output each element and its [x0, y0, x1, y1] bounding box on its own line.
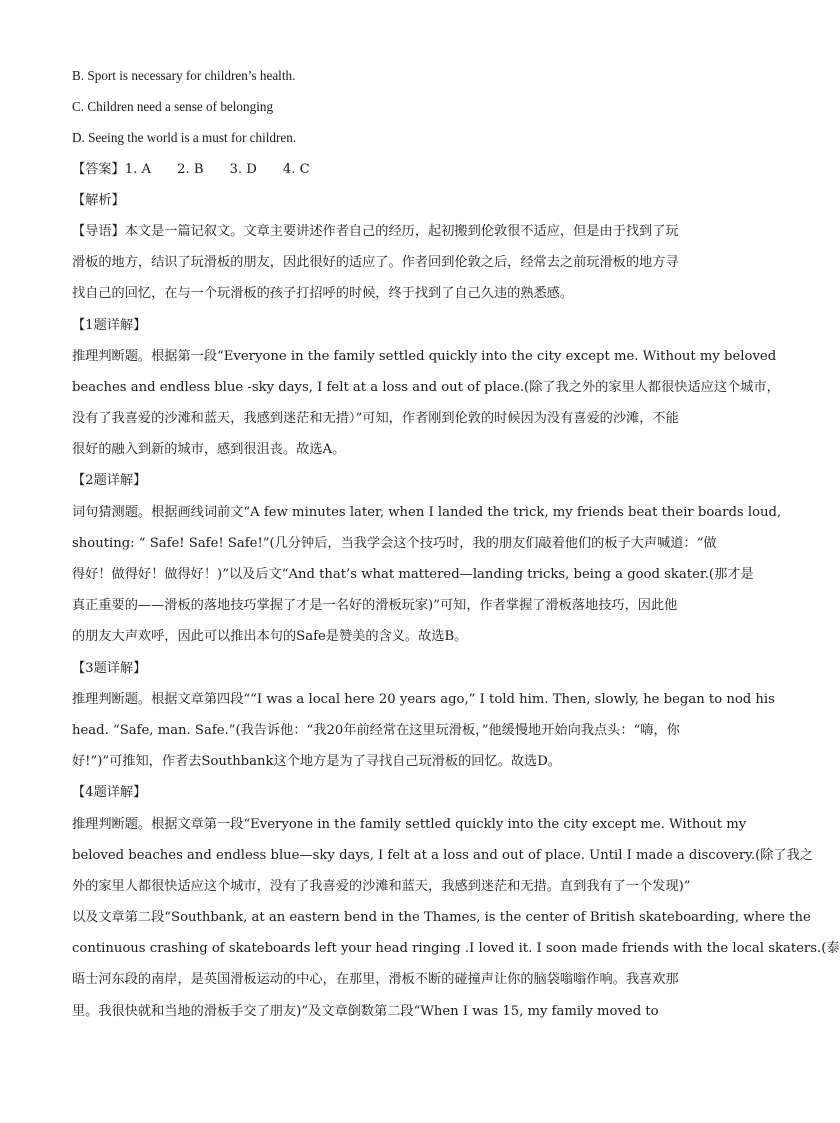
q4-paragraph-line: 里。我很快就和当地的滑板手交了朋友)”及文章倒数第二段“When I was 15, my family moved to [72, 1003, 659, 1019]
answer-item: 1. A [124, 161, 152, 177]
q2-paragraph-line: 的朋友大声欢呼，因此可以推出本句的Safe是赞美的含义。故选B。 [72, 629, 468, 645]
intro-paragraph-line: 找自己的回忆，在与一个玩滑板的孩子打招呼的时候，终于找到了自己久违的熟悉感。 [72, 286, 574, 302]
q3-paragraph-line: 推理判断题。根据文章第四段““I was a local here 20 years ago,” I told him. Then, slowly, he began to nod his [72, 691, 775, 707]
answer-item: 3. D [229, 161, 257, 177]
q4-paragraph-line: 以及文章第二段“Southbank, at an eastern bend in the Thames, is the center of British skateboarding, where the [72, 910, 811, 926]
document-page [72, 60, 840, 1027]
q1-paragraph-line: 推理判断题。根据第一段“Everyone in the family settled quickly into the city except me. Without my beloved [72, 348, 777, 364]
q2-paragraph-line: 得好！做得好！做得好！)”以及后文“And that’s what mattered—landing tricks, being a good skater.(那才是 [72, 567, 754, 582]
q2-paragraph-line: 词句猜测题。根据画线词前文“A few minutes later, when I landed the trick, my friends beat their boards loud, [72, 504, 782, 520]
q3-paragraph-line: head. “Safe, man. Safe.”(我告诉他：“我20年前经常在这里玩滑板，”他缓慢地开始向我点头：“嗨，你 [72, 722, 680, 738]
answer-line [72, 154, 722, 185]
option-d: D. Seeing the world is a must for children. [72, 130, 297, 146]
analysis-heading: 【解析】 [72, 192, 125, 208]
q2-paragraph-line: shouting: “ Safe! Safe! Safe!”(几分钟后，当我学会这个技巧时，我的朋友们敲着他们的板子大声喊道：“做 [72, 535, 717, 551]
intro-paragraph-line: 【导语】本文是一篇记叙文。文章主要讲述作者自己的经历，起初搬到伦敦很不适应，但是由于找到了玩 [72, 223, 679, 239]
intro-paragraph-line: 滑板的地方，结识了玩滑板的朋友，因此很好的适应了。作者回到伦敦之后，经常去之前玩滑板的地方寻 [72, 255, 679, 271]
q1-heading: 【1题详解】 [72, 317, 147, 333]
answer-label: 【答案】 [72, 161, 125, 177]
q3-heading: 【3题详解】 [72, 660, 147, 676]
q3-paragraph-line: 好!”)”可推知，作者去Southbank这个地方是为了寻找自己玩滑板的回忆。故选D。 [72, 754, 561, 770]
q4-paragraph-line: continuous crashing of skateboards left your head ringing .I loved it. I soon made friends with the local skaters.(泰 [72, 941, 840, 957]
q4-paragraph-line: 晤士河东段的南岸，是英国滑板运动的中心，在那里，滑板不断的碰撞声让你的脑袋嗡嗡作响。我喜欢那 [72, 972, 679, 988]
answer-item: 2. B [177, 161, 204, 177]
q2-paragraph-line: 真正重要的——滑板的落地技巧掌握了才是一名好的滑板玩家)”可知，作者掌握了滑板落地技巧，因此他 [72, 598, 678, 614]
q1-paragraph-line: 很好的融入到新的城市，感到很沮丧。故选A。 [72, 442, 346, 458]
q4-heading: 【4题详解】 [72, 785, 147, 801]
option-b: B. Sport is necessary for children’s health. [72, 68, 296, 83]
q4-paragraph-line: 外的家里人都很快适应这个城市，没有了我喜爱的沙滩和蓝天，我感到迷茫和无措。直到我有了一个发现)” [72, 878, 691, 894]
q1-paragraph-line: beaches and endless blue -sky days, I felt at a loss and out of place.(除了我之外的家里人都很快适应这个城市， [72, 379, 780, 395]
q4-paragraph-line: 推理判断题。根据文章第一段“Everyone in the family settled quickly into the city except me. Without my [72, 816, 747, 832]
q4-paragraph-line: beloved beaches and endless blue—sky days, I felt at a loss and out of place. Until I made a discovery.(除了我之 [72, 847, 813, 863]
q1-paragraph-line: 没有了我喜爱的沙滩和蓝天，我感到迷茫和无措）”可知，作者刚到伦敦的时候因为没有喜爱的沙滩，不能 [72, 411, 679, 427]
q2-heading: 【2题详解】 [72, 473, 147, 489]
option-c: C. Children need a sense of belonging [72, 99, 274, 115]
answer-item: 4. C [282, 161, 310, 177]
